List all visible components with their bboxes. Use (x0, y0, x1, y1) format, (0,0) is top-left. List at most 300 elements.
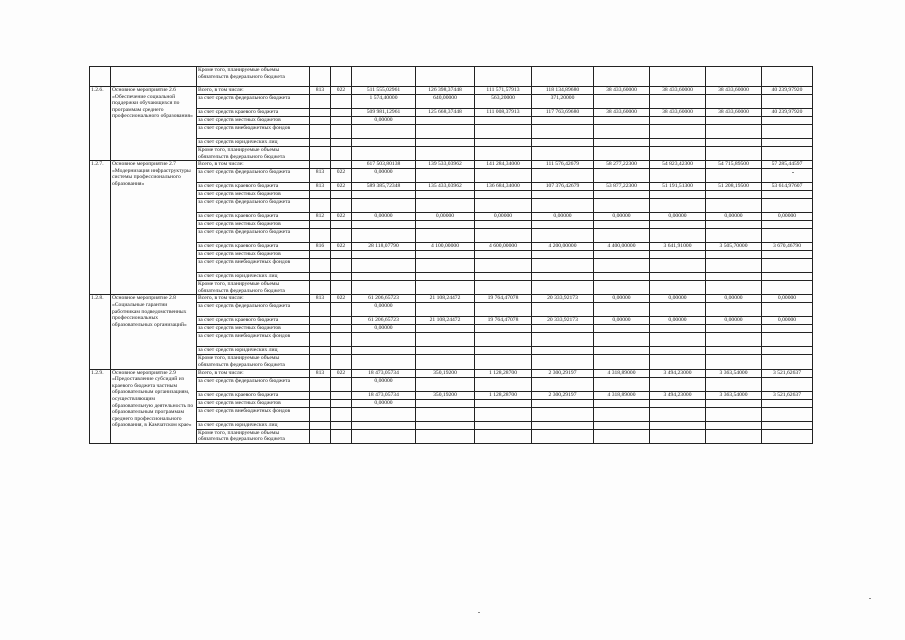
amount-year: 3 521,62637 (762, 369, 813, 377)
scan-speck (478, 612, 480, 613)
grbs-code: 813 (310, 183, 331, 191)
grbs-code (310, 161, 331, 169)
grbs-code (310, 325, 331, 333)
amount-total: 1 574,40000 (352, 95, 416, 109)
row-label: за счет средств краевого бюджета (197, 109, 310, 117)
amount-year (532, 147, 594, 161)
section-code (331, 399, 352, 407)
amount-total (352, 191, 416, 199)
grbs-code (310, 147, 331, 161)
amount-total: 511 555,02961 (352, 87, 416, 95)
amount-year (650, 429, 706, 443)
amount-year: 640,00000 (416, 95, 475, 109)
amount-year (706, 139, 762, 147)
amount-year (475, 229, 532, 243)
row-label: за счет средств юридических лиц (197, 273, 310, 281)
section-code (331, 303, 352, 317)
amount-total (352, 229, 416, 243)
section-code: 022 (331, 243, 352, 251)
table-row (90, 95, 813, 109)
grbs-code (310, 251, 331, 259)
amount-year (532, 139, 594, 147)
amount-year (650, 169, 706, 183)
table-row (90, 429, 813, 443)
section-code (331, 109, 352, 117)
amount-year (706, 117, 762, 125)
amount-year (416, 169, 475, 183)
row-label: за счет средств местных бюджетов (197, 191, 310, 199)
section-code (331, 221, 352, 229)
row-label: за счет средств федерального бюджета (197, 229, 310, 243)
amount-year (594, 259, 650, 273)
table-row (90, 213, 813, 221)
amount-year (594, 303, 650, 317)
grbs-code: 813 (310, 87, 331, 95)
section-code (331, 273, 352, 281)
table-row (90, 333, 813, 347)
grbs-code (310, 109, 331, 117)
amount-year (762, 125, 813, 139)
grbs-code (310, 139, 331, 147)
amount-year: 0,00000 (532, 213, 594, 221)
amount-total: 509 981,12961 (352, 109, 416, 117)
amount-year (650, 199, 706, 213)
amount-total (352, 125, 416, 139)
amount-year: 51 208,19500 (706, 183, 762, 191)
amount-year (594, 117, 650, 125)
table-row (90, 251, 813, 259)
amount-year (762, 139, 813, 147)
amount-year: 40 239,97920 (762, 109, 813, 117)
amount-year (416, 407, 475, 421)
amount-year (416, 125, 475, 139)
amount-total: 0,00000 (352, 303, 416, 317)
amount-total: 28 118,07790 (352, 243, 416, 251)
amount-year (706, 347, 762, 355)
table-row (90, 295, 813, 303)
table-row (90, 109, 813, 117)
section-code (331, 281, 352, 295)
amount-year (650, 399, 706, 407)
section-title: Основное мероприятие 2.6 «Обеспечение социальной поддержки обучающихся по программам среднего профессионального образования» (111, 87, 197, 161)
amount-year (650, 347, 706, 355)
amount-year (762, 429, 813, 443)
grbs-code (310, 273, 331, 281)
amount-year (706, 377, 762, 391)
amount-total (352, 347, 416, 355)
amount-year (532, 191, 594, 199)
section-code: 022 (331, 369, 352, 377)
amount-year: 19 764,47078 (475, 317, 532, 325)
amount-total: 617 503,80138 (352, 161, 416, 169)
amount-year (650, 407, 706, 421)
table-row (90, 87, 813, 95)
amount-year (762, 259, 813, 273)
amount-year (532, 229, 594, 243)
grbs-code (310, 199, 331, 213)
amount-year: 4 600,00000 (475, 243, 532, 251)
table-row (90, 377, 813, 391)
table-row (90, 183, 813, 191)
amount-year: 38 433,60000 (650, 87, 706, 95)
amount-year (532, 399, 594, 407)
amount-year: 54 715,89500 (706, 161, 762, 169)
amount-year (532, 377, 594, 391)
amount-total: 0,00000 (352, 213, 416, 221)
amount-year: 3 641,91000 (650, 243, 706, 251)
section-code (331, 407, 352, 421)
amount-year (650, 147, 706, 161)
table-row (90, 229, 813, 243)
grbs-code (310, 95, 331, 109)
row-label: за счет средств федерального бюджета (197, 377, 310, 391)
amount-year: 0,00000 (706, 317, 762, 325)
amount-total (352, 273, 416, 281)
amount-year (532, 251, 594, 259)
row-label: за счет средств краевого бюджета (197, 391, 310, 399)
amount-year (416, 259, 475, 273)
amount-year (762, 355, 813, 369)
amount-year: 38 433,60000 (594, 109, 650, 117)
amount-year: 38 433,60000 (594, 87, 650, 95)
grbs-code (310, 391, 331, 399)
amount-year: 3 363,54000 (706, 391, 762, 399)
amount-total (352, 281, 416, 295)
amount-year (475, 273, 532, 281)
row-label: за счет средств краевого бюджета (197, 317, 310, 325)
amount-year (532, 221, 594, 229)
amount-year (762, 147, 813, 161)
row-label: за счет средств краевого бюджета (197, 183, 310, 191)
table-row (90, 347, 813, 355)
amount-total: 18 473,05734 (352, 391, 416, 399)
grbs-code: 812 (310, 213, 331, 221)
table-row (90, 421, 813, 429)
amount-year (706, 95, 762, 109)
table-row (90, 117, 813, 125)
amount-year (475, 407, 532, 421)
amount-year (416, 191, 475, 199)
amount-year: 117 763,69680 (532, 109, 594, 117)
table-row (90, 161, 813, 169)
amount-year (762, 273, 813, 281)
amount-total: 18 473,05734 (352, 369, 416, 377)
row-label: за счет средств местных бюджетов (197, 399, 310, 407)
grbs-code (310, 407, 331, 421)
amount-total (352, 421, 416, 429)
amount-year (650, 281, 706, 295)
amount-year (532, 259, 594, 273)
amount-year (706, 259, 762, 273)
amount-year: 38 433,60000 (650, 109, 706, 117)
grbs-code (310, 117, 331, 125)
amount-year: 20 333,92173 (532, 317, 594, 325)
amount-year (594, 355, 650, 369)
amount-total (352, 429, 416, 443)
section-title: Основное мероприятие 2.7 «Модернизация инфраструктуры системы профессионального образования» (111, 161, 197, 295)
grbs-code (310, 317, 331, 325)
table-row (90, 273, 813, 281)
amount-year: 2 300,29197 (532, 391, 594, 399)
amount-year (475, 421, 532, 429)
row-label: Кроме того, планируемые объемы обязательств федерального бюджета (197, 355, 310, 369)
amount-year (594, 147, 650, 161)
amount-year (762, 407, 813, 421)
amount-year (475, 377, 532, 391)
amount-year (706, 421, 762, 429)
amount-year (532, 169, 594, 183)
amount-year: 3 505,70000 (706, 243, 762, 251)
amount-year (762, 347, 813, 355)
row-label: за счет средств местных бюджетов (197, 221, 310, 229)
amount-year (706, 191, 762, 199)
amount-total (352, 333, 416, 347)
section-code (331, 191, 352, 199)
amount-year (532, 355, 594, 369)
amount-year (475, 191, 532, 199)
amount-year (475, 259, 532, 273)
amount-year (762, 251, 813, 259)
amount-year: 51 191,51300 (650, 183, 706, 191)
grbs-code (310, 281, 331, 295)
row-label: за счет средств внебюджетных фондов (197, 125, 310, 139)
grbs-code (310, 259, 331, 273)
amount-year: 350,19200 (416, 391, 475, 399)
amount-year (532, 347, 594, 355)
amount-year (650, 191, 706, 199)
amount-year (475, 399, 532, 407)
amount-year (594, 125, 650, 139)
amount-year (475, 117, 532, 125)
table-row (90, 281, 813, 295)
amount-year (475, 139, 532, 147)
amount-year: 3 363,54000 (706, 369, 762, 377)
amount-year (762, 325, 813, 333)
amount-year: 4 318,89000 (594, 369, 650, 377)
amount-year (594, 333, 650, 347)
amount-year: 0,00000 (594, 295, 650, 303)
row-label: за счет средств федерального бюджета (197, 95, 310, 109)
amount-year: 111 576,42679 (532, 161, 594, 169)
amount-year (706, 429, 762, 443)
table-row (90, 125, 813, 139)
amount-year (650, 377, 706, 391)
amount-year: 136 684,34000 (475, 183, 532, 191)
section-code: 022 (331, 213, 352, 221)
section-title: Основное мероприятие 2.9 «Предоставление субсидий из краевого бюджета частным образовательным организациям, осуществляющим образовательную деятельность по образовательным программам среднего профессионального образования, в Камчатском крае» (111, 369, 197, 443)
row-label: за счет средств федерального бюджета (197, 199, 310, 213)
amount-year (416, 399, 475, 407)
amount-year (762, 399, 813, 407)
amount-total (352, 221, 416, 229)
grbs-code (310, 221, 331, 229)
amount-year (416, 229, 475, 243)
amount-year: 125 668,37448 (416, 109, 475, 117)
amount-year (762, 117, 813, 125)
section-code (331, 251, 352, 259)
amount-year (475, 347, 532, 355)
amount-year (650, 95, 706, 109)
row-label: за счет средств внебюджетных фондов (197, 407, 310, 421)
grbs-code (310, 347, 331, 355)
row-label: за счет средств юридических лиц (197, 139, 310, 147)
amount-year (594, 273, 650, 281)
section-code (331, 429, 352, 443)
amount-year (762, 377, 813, 391)
amount-year (762, 169, 813, 183)
grbs-code (310, 229, 331, 243)
amount-year (532, 273, 594, 281)
section-code (331, 377, 352, 391)
section-code: 022 (331, 87, 352, 95)
table-row (90, 399, 813, 407)
amount-year: 0,00000 (706, 213, 762, 221)
amount-year: 118 134,89680 (532, 87, 594, 95)
row-label: за счет средств местных бюджетов (197, 251, 310, 259)
row-label: за счет средств юридических лиц (197, 421, 310, 429)
section-code (331, 95, 352, 109)
section-code: 022 (331, 169, 352, 183)
section-code (331, 347, 352, 355)
amount-year (475, 429, 532, 443)
amount-year (650, 139, 706, 147)
amount-year (706, 251, 762, 259)
grbs-code (310, 355, 331, 369)
amount-year (650, 259, 706, 273)
section-code (331, 421, 352, 429)
amount-year (532, 125, 594, 139)
amount-year (475, 169, 532, 183)
amount-year: 3 494,23000 (650, 391, 706, 399)
amount-year (650, 303, 706, 317)
amount-year (706, 229, 762, 243)
scan-speck (792, 172, 794, 173)
amount-year (650, 117, 706, 125)
amount-year (650, 251, 706, 259)
amount-year: 38 433,60000 (706, 87, 762, 95)
amount-year (706, 199, 762, 213)
amount-total (352, 259, 416, 273)
section-code: 022 (331, 295, 352, 303)
amount-year (762, 199, 813, 213)
row-label: за счет средств местных бюджетов (197, 117, 310, 125)
amount-year: 111 008,37913 (475, 109, 532, 117)
amount-year: 21 108,24472 (416, 317, 475, 325)
amount-year: 0,00000 (594, 317, 650, 325)
amount-year (706, 399, 762, 407)
section-code (331, 325, 352, 333)
section-code (331, 229, 352, 243)
amount-year (416, 221, 475, 229)
amount-total (352, 147, 416, 161)
section-index: 1.2.8. (90, 295, 111, 369)
amount-year (650, 229, 706, 243)
table-row (90, 243, 813, 251)
amount-year (594, 399, 650, 407)
amount-year (475, 281, 532, 295)
amount-year: 54 823,42300 (650, 161, 706, 169)
amount-year (475, 147, 532, 161)
amount-year (416, 377, 475, 391)
row-label: Всего, в том числе: (197, 87, 310, 95)
table-row (90, 391, 813, 399)
section-code (331, 259, 352, 273)
amount-year: 21 108,24472 (416, 295, 475, 303)
row-label: Всего, в том числе: (197, 161, 310, 169)
amount-year: 57 285,44597 (762, 161, 813, 169)
table-row (90, 317, 813, 325)
amount-year (532, 199, 594, 213)
row-label: за счет средств федерального бюджета (197, 169, 310, 183)
amount-year (416, 147, 475, 161)
section-code: 022 (331, 183, 352, 191)
amount-total (352, 355, 416, 369)
section-index: 1.2.6. (90, 87, 111, 161)
amount-year: 0,00000 (706, 295, 762, 303)
amount-year: 0,00000 (762, 317, 813, 325)
row-label: Кроме того, планируемые объемы обязательств федерального бюджета (197, 429, 310, 443)
section-code (331, 333, 352, 347)
amount-year (762, 221, 813, 229)
grbs-code: 813 (310, 169, 331, 183)
table-row (90, 355, 813, 369)
section-code (331, 147, 352, 161)
amount-year (416, 347, 475, 355)
amount-year (762, 95, 813, 109)
amount-year (706, 355, 762, 369)
amount-year (416, 281, 475, 295)
amount-year (594, 325, 650, 333)
amount-year (706, 281, 762, 295)
amount-total (352, 407, 416, 421)
amount-year (532, 303, 594, 317)
row-label: Всего, в том числе: (197, 295, 310, 303)
amount-year: 38 433,60000 (706, 109, 762, 117)
table-row (90, 191, 813, 199)
amount-year (650, 221, 706, 229)
amount-year: 4 200,00000 (532, 243, 594, 251)
section-code (331, 161, 352, 169)
amount-year: 4 318,89000 (594, 391, 650, 399)
grbs-code (310, 191, 331, 199)
grbs-code (310, 333, 331, 347)
amount-total: 61 206,65723 (352, 295, 416, 303)
row-label: Кроме того, планируемые объемы обязательств федерального бюджета (197, 281, 310, 295)
amount-year (594, 377, 650, 391)
amount-year (416, 273, 475, 281)
amount-year: 1 128,28700 (475, 391, 532, 399)
amount-year: 111 571,57913 (475, 87, 532, 95)
amount-year (416, 325, 475, 333)
amount-total (352, 199, 416, 213)
amount-year (762, 191, 813, 199)
amount-year: 1 128,28700 (475, 369, 532, 377)
amount-year (532, 325, 594, 333)
grbs-code (310, 429, 331, 443)
amount-year (532, 281, 594, 295)
table-row (90, 139, 813, 147)
amount-year (650, 421, 706, 429)
amount-year: 135 433,03962 (416, 183, 475, 191)
amount-year: 2 300,29197 (532, 369, 594, 377)
amount-year (475, 221, 532, 229)
amount-year (475, 125, 532, 139)
section-code (331, 355, 352, 369)
amount-total (352, 139, 416, 147)
row-label: за счет средств федерального бюджета (197, 303, 310, 317)
amount-year (594, 221, 650, 229)
grbs-code (310, 421, 331, 429)
